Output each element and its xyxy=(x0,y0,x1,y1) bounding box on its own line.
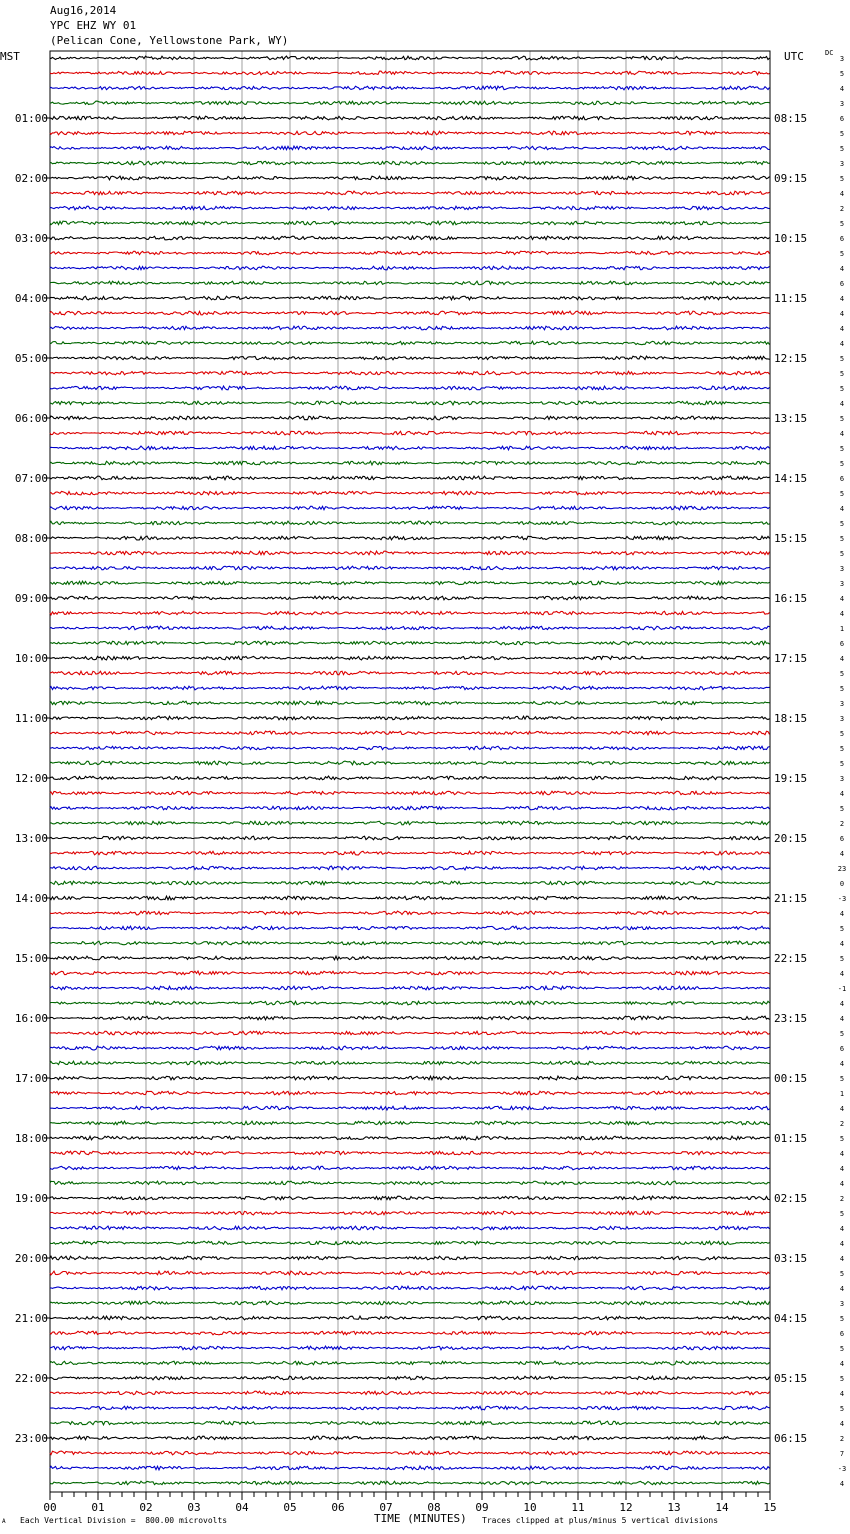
utc-hour-label: 13:15 xyxy=(774,412,808,425)
utc-hour-label: 06:15 xyxy=(774,1432,808,1445)
seismic-trace xyxy=(50,236,770,240)
seismic-trace xyxy=(50,446,770,450)
dc-offset-label: 4 xyxy=(839,910,845,918)
x-tick-label: 06 xyxy=(331,1501,345,1514)
seismic-trace xyxy=(50,1106,770,1110)
seismic-trace xyxy=(50,611,770,615)
dc-offset-label: 6 xyxy=(839,640,845,648)
mst-hour-label: 23:00 xyxy=(14,1432,48,1445)
dc-offset-label: -3 xyxy=(837,895,847,903)
seismic-trace xyxy=(50,986,770,990)
x-tick-label: 08 xyxy=(427,1501,441,1514)
utc-hour-label: 03:15 xyxy=(774,1252,808,1265)
mst-hour-label: 11:00 xyxy=(14,712,48,725)
dc-offset-label: 5 xyxy=(839,955,845,963)
scale-note: Each Vertical Division = 800.00 microvolts xyxy=(20,1516,228,1525)
seismic-trace xyxy=(50,1211,770,1215)
dc-offset-label: 4 xyxy=(839,1360,845,1368)
dc-offset-label: 5 xyxy=(839,1270,845,1278)
seismic-trace xyxy=(50,1196,770,1200)
seismic-trace xyxy=(50,1466,770,1470)
seismic-trace xyxy=(50,1061,770,1065)
mst-hour-label: 03:00 xyxy=(14,232,48,245)
seismic-trace xyxy=(50,536,770,540)
utc-hour-label: 11:15 xyxy=(774,292,808,305)
utc-hour-label: 04:15 xyxy=(774,1312,808,1325)
header-location: (Pelican Cone, Yellowstone Park, WY) xyxy=(50,34,289,47)
dc-offset-label: 4 xyxy=(839,1060,845,1068)
utc-hour-label: 02:15 xyxy=(774,1192,808,1205)
dc-offset-label: 3 xyxy=(839,565,845,573)
mst-hour-label: 06:00 xyxy=(14,412,48,425)
dc-offset-label: 4 xyxy=(839,595,845,603)
dc-offset-label: 3 xyxy=(839,580,845,588)
dc-offset-label: 4 xyxy=(839,325,845,333)
utc-hour-label: 19:15 xyxy=(774,772,808,785)
dc-offset-label: 6 xyxy=(839,1330,845,1338)
seismic-trace xyxy=(50,716,770,720)
dc-offset-label: 3 xyxy=(839,700,845,708)
seismic-trace xyxy=(50,461,770,465)
dc-offset-label: 5 xyxy=(839,1210,845,1218)
dc-offset-label: 5 xyxy=(839,925,845,933)
mst-hour-label: 18:00 xyxy=(14,1132,48,1145)
seismic-trace xyxy=(50,56,770,60)
x-tick-label: 07 xyxy=(379,1501,393,1514)
seismic-trace xyxy=(50,146,770,150)
seismic-trace xyxy=(50,251,770,255)
seismic-trace xyxy=(50,851,770,855)
dc-offset-label: 4 xyxy=(839,340,845,348)
dc-offset-label: 5 xyxy=(839,1345,845,1353)
utc-hour-label: 08:15 xyxy=(774,112,808,125)
mst-hour-label: 13:00 xyxy=(14,832,48,845)
seismic-trace xyxy=(50,1151,770,1155)
mst-hour-label: 22:00 xyxy=(14,1372,48,1385)
dc-offset-label: 6 xyxy=(839,475,845,483)
dc-offset-label: 23 xyxy=(837,865,847,873)
dc-offset-label: 2 xyxy=(839,1195,845,1203)
dc-offset-label: 4 xyxy=(839,295,845,303)
x-tick-label: 12 xyxy=(619,1501,633,1514)
dc-offset-label: 5 xyxy=(839,1375,845,1383)
seismic-trace xyxy=(50,71,770,75)
seismic-trace xyxy=(50,296,770,300)
mst-hour-label: 07:00 xyxy=(14,472,48,485)
utc-hour-label: 10:15 xyxy=(774,232,808,245)
dc-offset-label: 4 xyxy=(839,790,845,798)
header-station: YPC EHZ WY 01 xyxy=(50,19,137,32)
mst-hour-label: 01:00 xyxy=(14,112,48,125)
dc-offset-label: 0 xyxy=(839,880,845,888)
dc-offset-label: 4 xyxy=(839,1000,845,1008)
right-timezone-label: UTC xyxy=(784,50,804,63)
utc-hour-label: 01:15 xyxy=(774,1132,808,1145)
dc-offset-label: 5 xyxy=(839,460,845,468)
utc-hour-label: 00:15 xyxy=(774,1072,808,1085)
dc-offset-label: 4 xyxy=(839,1420,845,1428)
utc-hour-label: 15:15 xyxy=(774,532,808,545)
mst-hour-label: 15:00 xyxy=(14,952,48,965)
dc-offset-label: 5 xyxy=(839,760,845,768)
x-tick-label: 02 xyxy=(139,1501,153,1514)
utc-hour-label: 20:15 xyxy=(774,832,808,845)
dc-offset-label: 5 xyxy=(839,370,845,378)
dc-offset-label: 4 xyxy=(839,1180,845,1188)
dc-offset-label: 5 xyxy=(839,520,845,528)
seismic-trace xyxy=(50,1361,770,1365)
seismic-trace xyxy=(50,116,770,120)
seismic-trace xyxy=(50,191,770,195)
seismic-trace xyxy=(50,1076,770,1080)
mst-hour-label: 04:00 xyxy=(14,292,48,305)
dc-offset-label: 4 xyxy=(839,940,845,948)
mst-hour-label: 21:00 xyxy=(14,1312,48,1325)
seismic-trace xyxy=(50,881,770,885)
seismic-trace xyxy=(50,956,770,960)
dc-offset-label: 5 xyxy=(839,145,845,153)
dc-offset-label: 3 xyxy=(839,1300,845,1308)
dc-offset-label: 3 xyxy=(839,775,845,783)
seismic-trace xyxy=(50,1436,770,1440)
seismic-trace xyxy=(50,761,770,765)
seismic-trace xyxy=(50,1391,770,1395)
utc-hour-label: 14:15 xyxy=(774,472,808,485)
seismic-trace xyxy=(50,521,770,525)
x-axis-label: TIME (MINUTES) xyxy=(374,1512,467,1525)
dc-offset-label: 2 xyxy=(839,820,845,828)
dc-offset-label: 1 xyxy=(839,625,845,633)
seismic-trace xyxy=(50,1031,770,1035)
dc-offset-label: 6 xyxy=(839,835,845,843)
seismic-trace xyxy=(50,1421,770,1425)
dc-offset-label: -1 xyxy=(837,985,847,993)
mst-hour-label: 12:00 xyxy=(14,772,48,785)
seismic-trace xyxy=(50,1046,770,1050)
dc-offset-label: 4 xyxy=(839,505,845,513)
dc-offset-label: 5 xyxy=(839,415,845,423)
seismic-trace xyxy=(50,896,770,900)
dc-offset-label: 5 xyxy=(839,1405,845,1413)
mst-hour-label: 14:00 xyxy=(14,892,48,905)
seismic-trace xyxy=(50,476,770,480)
seismic-trace xyxy=(50,836,770,840)
header-date: Aug16,2014 xyxy=(50,4,117,17)
seismic-trace xyxy=(50,161,770,165)
dc-offset-label: 5 xyxy=(839,550,845,558)
dc-offset-label: 5 xyxy=(839,385,845,393)
utc-hour-label: 23:15 xyxy=(774,1012,808,1025)
dc-offset-label: 4 xyxy=(839,1480,845,1488)
seismic-trace xyxy=(50,626,770,630)
dc-offset-label: 4 xyxy=(839,1015,845,1023)
dc-offset-label: 5 xyxy=(839,130,845,138)
dc-offset-label: 5 xyxy=(839,445,845,453)
seismic-trace xyxy=(50,656,770,660)
dc-offset-label: 6 xyxy=(839,115,845,123)
mst-hour-label: 10:00 xyxy=(14,652,48,665)
seismic-trace xyxy=(50,1316,770,1320)
utc-hour-label: 12:15 xyxy=(774,352,808,365)
dc-offset-label: 5 xyxy=(839,805,845,813)
dc-offset-label: 4 xyxy=(839,970,845,978)
mst-hour-label: 05:00 xyxy=(14,352,48,365)
seismic-trace xyxy=(50,1001,770,1005)
utc-hour-label: 17:15 xyxy=(774,652,808,665)
dc-offset-label: 4 xyxy=(839,310,845,318)
seismic-trace xyxy=(50,1451,770,1455)
seismic-trace xyxy=(50,281,770,285)
seismic-trace xyxy=(50,1256,770,1260)
dc-offset-label: 6 xyxy=(839,280,845,288)
seismic-trace xyxy=(50,911,770,915)
dc-offset-label: 5 xyxy=(839,1315,845,1323)
dc-offset-label: 4 xyxy=(839,400,845,408)
dc-offset-label: 5 xyxy=(839,1030,845,1038)
seismic-trace xyxy=(50,1181,770,1185)
x-tick-label: 05 xyxy=(283,1501,297,1514)
seismic-trace xyxy=(50,566,770,570)
x-tick-label: 14 xyxy=(715,1501,729,1514)
dc-offset-label: 4 xyxy=(839,1105,845,1113)
seismic-trace xyxy=(50,1121,770,1125)
left-timezone-label: MST xyxy=(0,50,20,63)
seismic-trace xyxy=(50,641,770,645)
seismic-trace xyxy=(50,1331,770,1335)
seismic-trace xyxy=(50,866,770,870)
dc-offset-label: 5 xyxy=(839,250,845,258)
seismic-trace xyxy=(50,221,770,225)
utc-hour-label: 09:15 xyxy=(774,172,808,185)
dc-offset-label: 4 xyxy=(839,430,845,438)
mst-hour-label: 20:00 xyxy=(14,1252,48,1265)
dc-offset-label: 1 xyxy=(839,1090,845,1098)
seismic-trace xyxy=(50,86,770,90)
utc-hour-label: 21:15 xyxy=(774,892,808,905)
dc-offset-label: 4 xyxy=(839,1150,845,1158)
dc-offset-label: -3 xyxy=(837,1465,847,1473)
dc-offset-label: 5 xyxy=(839,535,845,543)
dc-offset-label: 4 xyxy=(839,610,845,618)
seismic-trace xyxy=(50,1016,770,1020)
seismic-trace xyxy=(50,1091,770,1095)
utc-hour-label: 16:15 xyxy=(774,592,808,605)
seismic-trace xyxy=(50,581,770,585)
seismic-trace xyxy=(50,776,770,780)
seismic-trace xyxy=(50,206,770,210)
seismic-trace xyxy=(50,941,770,945)
mst-hour-label: 17:00 xyxy=(14,1072,48,1085)
dc-offset-label: 4 xyxy=(839,1390,845,1398)
x-tick-label: 09 xyxy=(475,1501,489,1514)
seismic-trace xyxy=(50,386,770,390)
seismic-trace xyxy=(50,341,770,345)
footer-corner-mark: A xyxy=(2,1518,6,1525)
seismic-trace xyxy=(50,731,770,735)
dc-offset-label: 4 xyxy=(839,1165,845,1173)
dc-offset-label: 2 xyxy=(839,1435,845,1443)
seismic-trace xyxy=(50,551,770,555)
dc-offset-label: 4 xyxy=(839,1255,845,1263)
dc-offset-label: 5 xyxy=(839,745,845,753)
seismic-trace xyxy=(50,1241,770,1245)
seismic-trace xyxy=(50,311,770,315)
x-tick-label: 10 xyxy=(523,1501,537,1514)
seismic-trace xyxy=(50,791,770,795)
seismic-trace xyxy=(50,326,770,330)
seismic-trace xyxy=(50,491,770,495)
dc-offset-label: 5 xyxy=(839,70,845,78)
seismic-trace xyxy=(50,356,770,360)
mst-hour-label: 08:00 xyxy=(14,532,48,545)
seismic-trace xyxy=(50,1136,770,1140)
clip-note: Traces clipped at plus/minus 5 vertical divisions xyxy=(482,1516,719,1525)
dc-header-label: DC xyxy=(825,49,834,57)
seismic-trace xyxy=(50,1286,770,1290)
dc-offset-label: 5 xyxy=(839,1135,845,1143)
seismic-trace xyxy=(50,806,770,809)
dc-offset-label: 4 xyxy=(839,85,845,93)
mst-hour-label: 02:00 xyxy=(14,172,48,185)
dc-offset-label: 4 xyxy=(839,1240,845,1248)
x-tick-label: 01 xyxy=(91,1501,105,1514)
seismic-trace xyxy=(50,371,770,375)
x-tick-label: 00 xyxy=(43,1501,57,1514)
seismic-trace xyxy=(50,131,770,135)
seismic-trace xyxy=(50,746,770,749)
dc-offset-label: 7 xyxy=(839,1450,845,1458)
dc-offset-label: 2 xyxy=(839,205,845,213)
mst-hour-label: 16:00 xyxy=(14,1012,48,1025)
dc-offset-label: 5 xyxy=(839,220,845,228)
dc-offset-label: 4 xyxy=(839,655,845,663)
seismic-trace xyxy=(50,1346,770,1350)
x-tick-label: 11 xyxy=(571,1501,585,1514)
dc-offset-label: 5 xyxy=(839,1075,845,1083)
seismic-trace xyxy=(50,1301,770,1305)
seismic-trace xyxy=(50,1481,770,1485)
dc-offset-label: 6 xyxy=(839,1045,845,1053)
utc-hour-label: 18:15 xyxy=(774,712,808,725)
dc-offset-label: 3 xyxy=(839,100,845,108)
dc-offset-label: 3 xyxy=(839,160,845,168)
seismic-trace xyxy=(50,1226,770,1230)
x-tick-label: 03 xyxy=(187,1501,201,1514)
seismic-trace xyxy=(50,926,770,930)
dc-offset-label: 5 xyxy=(839,670,845,678)
dc-offset-label: 4 xyxy=(839,1225,845,1233)
dc-offset-label: 4 xyxy=(839,190,845,198)
seismic-trace xyxy=(50,686,770,690)
seismic-trace xyxy=(50,401,770,405)
seismic-trace xyxy=(50,506,770,510)
mst-hour-label: 09:00 xyxy=(14,592,48,605)
dc-offset-label: 5 xyxy=(839,355,845,363)
dc-offset-label: 5 xyxy=(839,685,845,693)
x-tick-label: 15 xyxy=(763,1501,777,1514)
dc-offset-label: 6 xyxy=(839,235,845,243)
seismic-trace xyxy=(50,1166,770,1170)
dc-offset-label: 3 xyxy=(839,55,845,63)
dc-offset-label: 4 xyxy=(839,265,845,273)
seismic-trace xyxy=(50,971,770,975)
seismic-trace xyxy=(50,1376,770,1380)
utc-hour-label: 22:15 xyxy=(774,952,808,965)
x-tick-label: 13 xyxy=(667,1501,681,1514)
seismic-trace xyxy=(50,1406,770,1410)
seismic-trace xyxy=(50,431,770,435)
seismic-trace xyxy=(50,416,770,420)
seismic-trace xyxy=(50,266,770,270)
seismic-trace xyxy=(50,596,770,600)
seismic-trace xyxy=(50,176,770,180)
dc-offset-label: 2 xyxy=(839,1120,845,1128)
x-tick-label: 04 xyxy=(235,1501,249,1514)
seismic-trace xyxy=(50,101,770,105)
dc-offset-label: 3 xyxy=(839,715,845,723)
dc-offset-label: 4 xyxy=(839,850,845,858)
dc-offset-label: 5 xyxy=(839,490,845,498)
seismic-trace xyxy=(50,701,770,705)
utc-hour-label: 05:15 xyxy=(774,1372,808,1385)
seismic-trace xyxy=(50,671,770,675)
seismic-trace xyxy=(50,1271,770,1275)
seismic-trace xyxy=(50,821,770,825)
dc-offset-label: 5 xyxy=(839,730,845,738)
dc-offset-label: 4 xyxy=(839,1285,845,1293)
dc-offset-label: 5 xyxy=(839,175,845,183)
mst-hour-label: 19:00 xyxy=(14,1192,48,1205)
